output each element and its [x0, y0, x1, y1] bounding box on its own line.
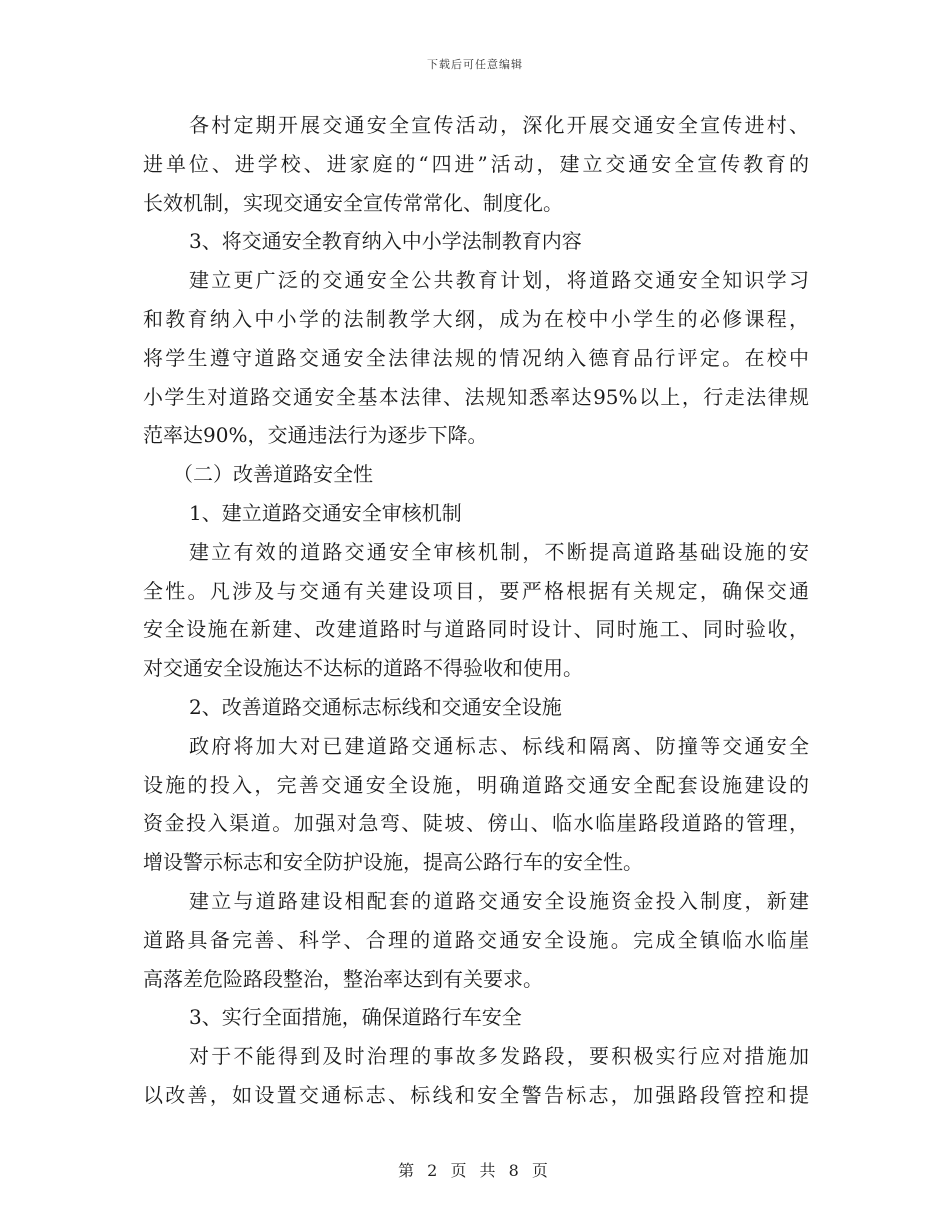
text-line: 安全设施在新建、改建道路时与道路同时设计、同时施工、同时验收，	[143, 617, 809, 642]
text-line: 资金投入渠道。加强对急弯、陡坡、傍山、临水临崖路段道路的管理，	[143, 811, 809, 836]
page-footer: 第 2 页 共 8 页	[398, 1161, 552, 1180]
text-line: 以改善，如设置交通标志、标线和安全警告标志，加强路段管控和提	[143, 1082, 809, 1107]
text-line: 小学生对道路交通安全基本法律、法规知悉率达95%以上，行走法律规	[143, 384, 809, 409]
text-line: 长效机制，实现交通安全宣传常常化、制度化。	[143, 190, 563, 215]
text-line: 建立更广泛的交通安全公共教育计划，将道路交通安全知识学习	[189, 268, 809, 293]
text-line: 3、实行全面措施，确保道路行车安全	[189, 1005, 522, 1030]
text-line: 3、将交通安全教育纳入中小学法制教育内容	[189, 229, 582, 254]
body-text	[143, 106, 809, 1115]
text-line: 进单位、进学校、进家庭的“四进”活动，建立交通安全宣传教育的	[143, 151, 809, 176]
text-line: 和教育纳入中小学的法制教学大纲，成为在校中小学生的必修课程，	[143, 306, 809, 331]
text-line: 增设警示标志和安全防护设施，提高公路行车的安全性。	[143, 850, 643, 875]
text-line: 将学生遵守道路交通安全法律法规的情况纳入德育品行评定。在校中	[143, 345, 809, 370]
text-line: （二）改善道路安全性	[173, 462, 373, 487]
page-header: 下载后可任意编辑	[427, 58, 523, 71]
text-line: 政府将加大对已建道路交通标志、标线和隔离、防撞等交通安全	[189, 733, 809, 758]
text-line: 2、改善道路交通标志标线和交通安全设施	[189, 694, 562, 719]
text-line: 对交通安全设施达不达标的道路不得验收和使用。	[143, 656, 583, 681]
text-line: 高落差危险路段整治，整治率达到有关要求。	[143, 966, 543, 991]
text-line: 设施的投入，完善交通安全设施，明确道路交通安全配套设施建设的	[143, 772, 809, 797]
text-line: 建立与道路建设相配套的道路交通安全设施资金投入制度，新建	[189, 888, 809, 913]
text-line: 各村定期开展交通安全宣传活动，深化开展交通安全宣传进村、	[189, 113, 809, 137]
text-line: 全性。凡涉及与交通有关建设项目，要严格根据有关规定，确保交通	[143, 578, 809, 603]
text-line: 建立有效的道路交通安全审核机制，不断提高道路基础设施的安	[189, 539, 809, 564]
text-line: 道路具备完善、科学、合理的道路交通安全设施。完成全镇临水临崖	[143, 927, 809, 952]
text-line: 对于不能得到及时治理的事故多发路段，要积极实行应对措施加	[189, 1044, 809, 1069]
text-line: 范率达90%，交通违法行为逐步下降。	[143, 423, 488, 448]
text-line: 1、建立道路交通安全审核机制	[189, 500, 462, 525]
